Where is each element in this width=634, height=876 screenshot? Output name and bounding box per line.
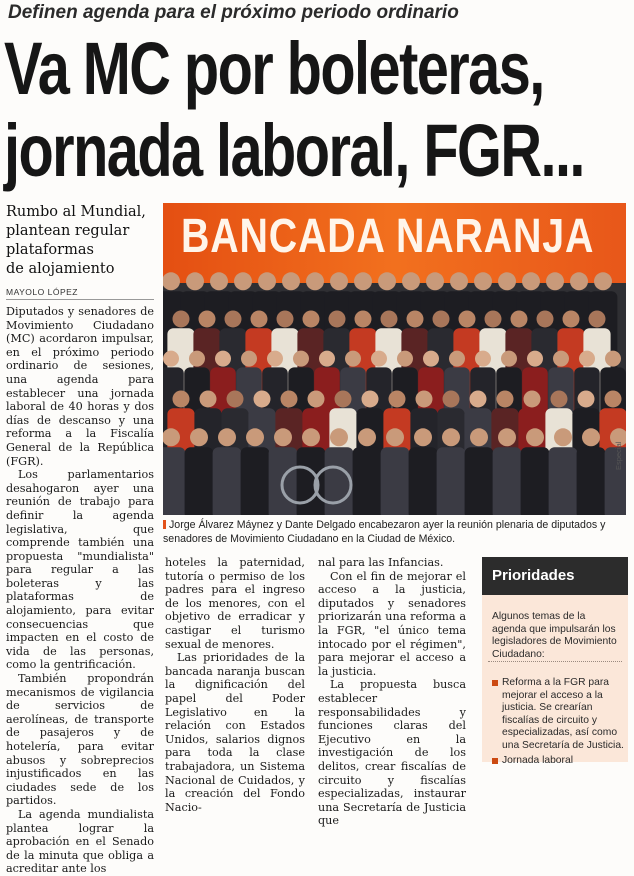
paragraph: La agenda mundialista plantea lograr la aprobación en el Senado de la minuta que obliga a acreditar ante los: [6, 807, 154, 876]
caption-marker: [163, 520, 166, 529]
sidebar-list-item: Jornada laboral: [492, 755, 624, 768]
subhead-line: plataformas: [6, 242, 94, 258]
paragraph: nal para las Infancias.: [318, 556, 444, 569]
sidebar-intro: Algunos temas de la agenda que impulsarán los legisladores de Movimiento Ciudadano:: [492, 611, 617, 660]
headline: [4, 28, 584, 192]
headline-line-2: jornada laboral, FGR...: [4, 109, 584, 192]
sidebar-title: Prioridades: [482, 557, 628, 595]
article-column-2: [165, 556, 305, 814]
paragraph: hoteles la paternidad, tutoría o permiso de los padres para el ingreso de los menores, con el objetivo de erradicar y castigar el turismo sexual de menores.: [165, 556, 305, 651]
headline-line-1: Va MC por boleteras,: [4, 27, 544, 110]
paragraph: Los parlamentarios desahogaron ayer una reunión de trabajo para definir la agenda legislativa, que comprende también una propuesta "mundialista" para regular a las boleteras y las plataformas de alojamiento, para evitar consecuencias que impacten en el costo de vida de las personas, como la gentrificación.: [6, 468, 154, 672]
paragraph: Las prioridades de la bancada naranja buscan la dignificación del papel del Poder Legislativo en la relación con Estados Unidos, salarios dignos para toda la clase trabajadora, un Sistema Nacional de Cuidados, y la creación del Fondo Nacio-: [165, 651, 305, 814]
sidebar-divider: [488, 661, 622, 662]
paragraph: Diputados y senadores de Movimiento Ciudadano (MC) acordaron impulsar, en el próximo periodo ordinario de sesiones, una agenda para establecer una jornada laboral de 40 horas y dos días de descanso y una reforma a la Fiscalía General de la República (FGR).: [6, 305, 154, 468]
sidebar-list: [492, 677, 624, 769]
paragraph: Con el fin de mejorar el acceso a la justicia, diputados y senadores priorizarán una reforma a la FGR, "el único tema intocado por el régimen", para mejorar el acceso a la justicia.: [318, 569, 466, 678]
photo-caption: [163, 519, 623, 546]
bullet-icon: [492, 680, 498, 686]
news-photo: [163, 203, 626, 515]
divider: [6, 299, 154, 300]
caption-text: Jorge Álvarez Máynez y Dante Delgado encabezaron ayer la reunión plenaria de diputados y senadores de Movimiento Ciudadano en la Ciudad de México.: [163, 519, 606, 545]
subhead-line: Rumbo al Mundial,: [6, 204, 146, 220]
banner-text: BANCADA NARANJA: [181, 210, 595, 263]
paragraph: También propondrán mecanismos de vigilancia de servicios de aerolíneas, de transporte de pasajeros y de hotelería, para evitar abusos y sobreprecios injustificados en las ciudades sede de los partidos.: [6, 672, 154, 808]
article-column-3: [318, 556, 466, 828]
subheadline: [6, 203, 156, 279]
photo-credit: Especial: [614, 441, 623, 470]
kicker: Definen agenda para el próximo periodo ordinario: [8, 2, 459, 23]
bullet-icon: [492, 758, 498, 764]
sidebar-list-item: Reforma a la FGR para mejorar el acceso a la justicia. Se crearían fiscalías de circuito y especializadas, así como una Secretaría de Justicia.: [492, 677, 624, 753]
article-column-1: [6, 305, 154, 876]
subhead-line: de alojamiento: [6, 261, 115, 277]
group-photo-crowd: [163, 203, 626, 515]
subhead-line: plantean regular: [6, 223, 130, 239]
priorities-sidebar: [482, 557, 628, 766]
byline: MAYOLO LÓPEZ: [6, 287, 78, 297]
paragraph: La propuesta busca establecer responsabilidades y funciones claras del Ejecutivo en la investigación de los delitos, crear fiscalías de circuito y fiscalías especializadas, instaurar una Secretaría de Justicia que: [318, 678, 466, 828]
